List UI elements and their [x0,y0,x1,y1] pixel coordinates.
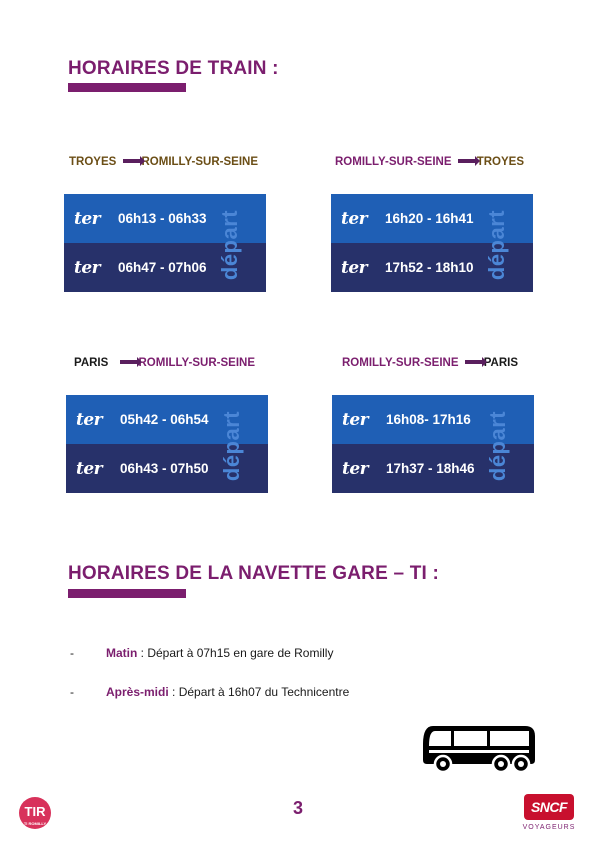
schedule-time: 17h37 - 18h46 [386,461,475,476]
sncf-logo: SNCF [524,794,574,820]
ter-logo: ter [74,208,101,229]
tir-logo-sub: TI ROMILLY [23,821,47,826]
schedule-time: 06h47 - 07h06 [118,260,207,275]
schedule-card-troyes-romilly [64,194,266,292]
schedule-card-romilly-troyes [331,194,533,292]
ter-logo: ter [341,257,368,278]
schedule-row [332,444,502,493]
schedule-time: 17h52 - 18h10 [385,260,474,275]
depart-label: départ [219,410,244,482]
list-item [70,685,349,699]
arrow-right-icon [120,360,138,364]
schedule-time: 16h08- 17h16 [386,412,471,427]
schedule-row [64,194,234,243]
route-heading-paris-romilly [74,357,255,369]
schedule-time: 16h20 - 16h41 [385,211,474,226]
bus-icon [421,722,539,774]
schedule-card-paris-romilly [66,395,268,493]
tir-logo-text: TIR [24,804,46,819]
title-underline [68,83,186,92]
ter-logo: ter [341,208,368,229]
ter-logo: ter [76,409,103,430]
route-heading-romilly-troyes [335,156,524,168]
depart-label: départ [484,209,509,281]
ter-logo: ter [342,409,369,430]
schedule-time: 05h42 - 06h54 [120,412,209,427]
schedule-row [64,243,234,292]
schedule-row [332,395,502,444]
route-from: TROYES [69,156,117,168]
shuttle-text: : Départ à 16h07 du Technicentre [168,685,350,699]
route-to: ROMILLY-SUR-SEINE [138,357,256,369]
route-to: ROMILLY-SUR-SEINE [141,156,259,168]
depart-label: départ [217,209,242,281]
route-from: ROMILLY-SUR-SEINE [342,357,459,369]
route-heading-troyes-romilly [69,156,258,168]
ter-logo: ter [76,458,103,479]
schedule-row [331,243,501,292]
arrow-right-icon [465,360,483,364]
shuttle-schedule-title: HORAIRES DE LA NAVETTE GARE – TI : [68,563,439,584]
shuttle-label: Matin [106,646,138,660]
title-underline [68,589,186,598]
route-to: PARIS [483,357,519,369]
depart-label: départ [485,410,510,482]
list-dash: - [70,685,74,699]
arrow-right-icon [458,159,476,163]
schedule-card-romilly-paris [332,395,534,493]
route-to: TROYES [476,156,525,168]
route-from: PARIS [74,357,109,369]
list-dash: - [70,646,74,660]
schedule-row [331,194,501,243]
arrow-right-icon [123,159,141,163]
shuttle-text: : Départ à 07h15 en gare de Romilly [137,646,334,660]
schedule-time: 06h43 - 07h50 [120,461,209,476]
page-number: 3 [292,798,303,818]
schedule-time: 06h13 - 06h33 [118,211,207,226]
sncf-voyageurs-label: VOYAGEURS [522,824,576,831]
ter-logo: ter [342,458,369,479]
list-item [70,646,333,660]
train-schedule-title: HORAIRES DE TRAIN : [68,58,279,79]
route-heading-romilly-paris [342,357,518,369]
schedule-row [66,395,236,444]
route-from: ROMILLY-SUR-SEINE [335,156,452,168]
shuttle-label: Après-midi [106,685,169,699]
ter-logo: ter [74,257,101,278]
schedule-row [66,444,236,493]
